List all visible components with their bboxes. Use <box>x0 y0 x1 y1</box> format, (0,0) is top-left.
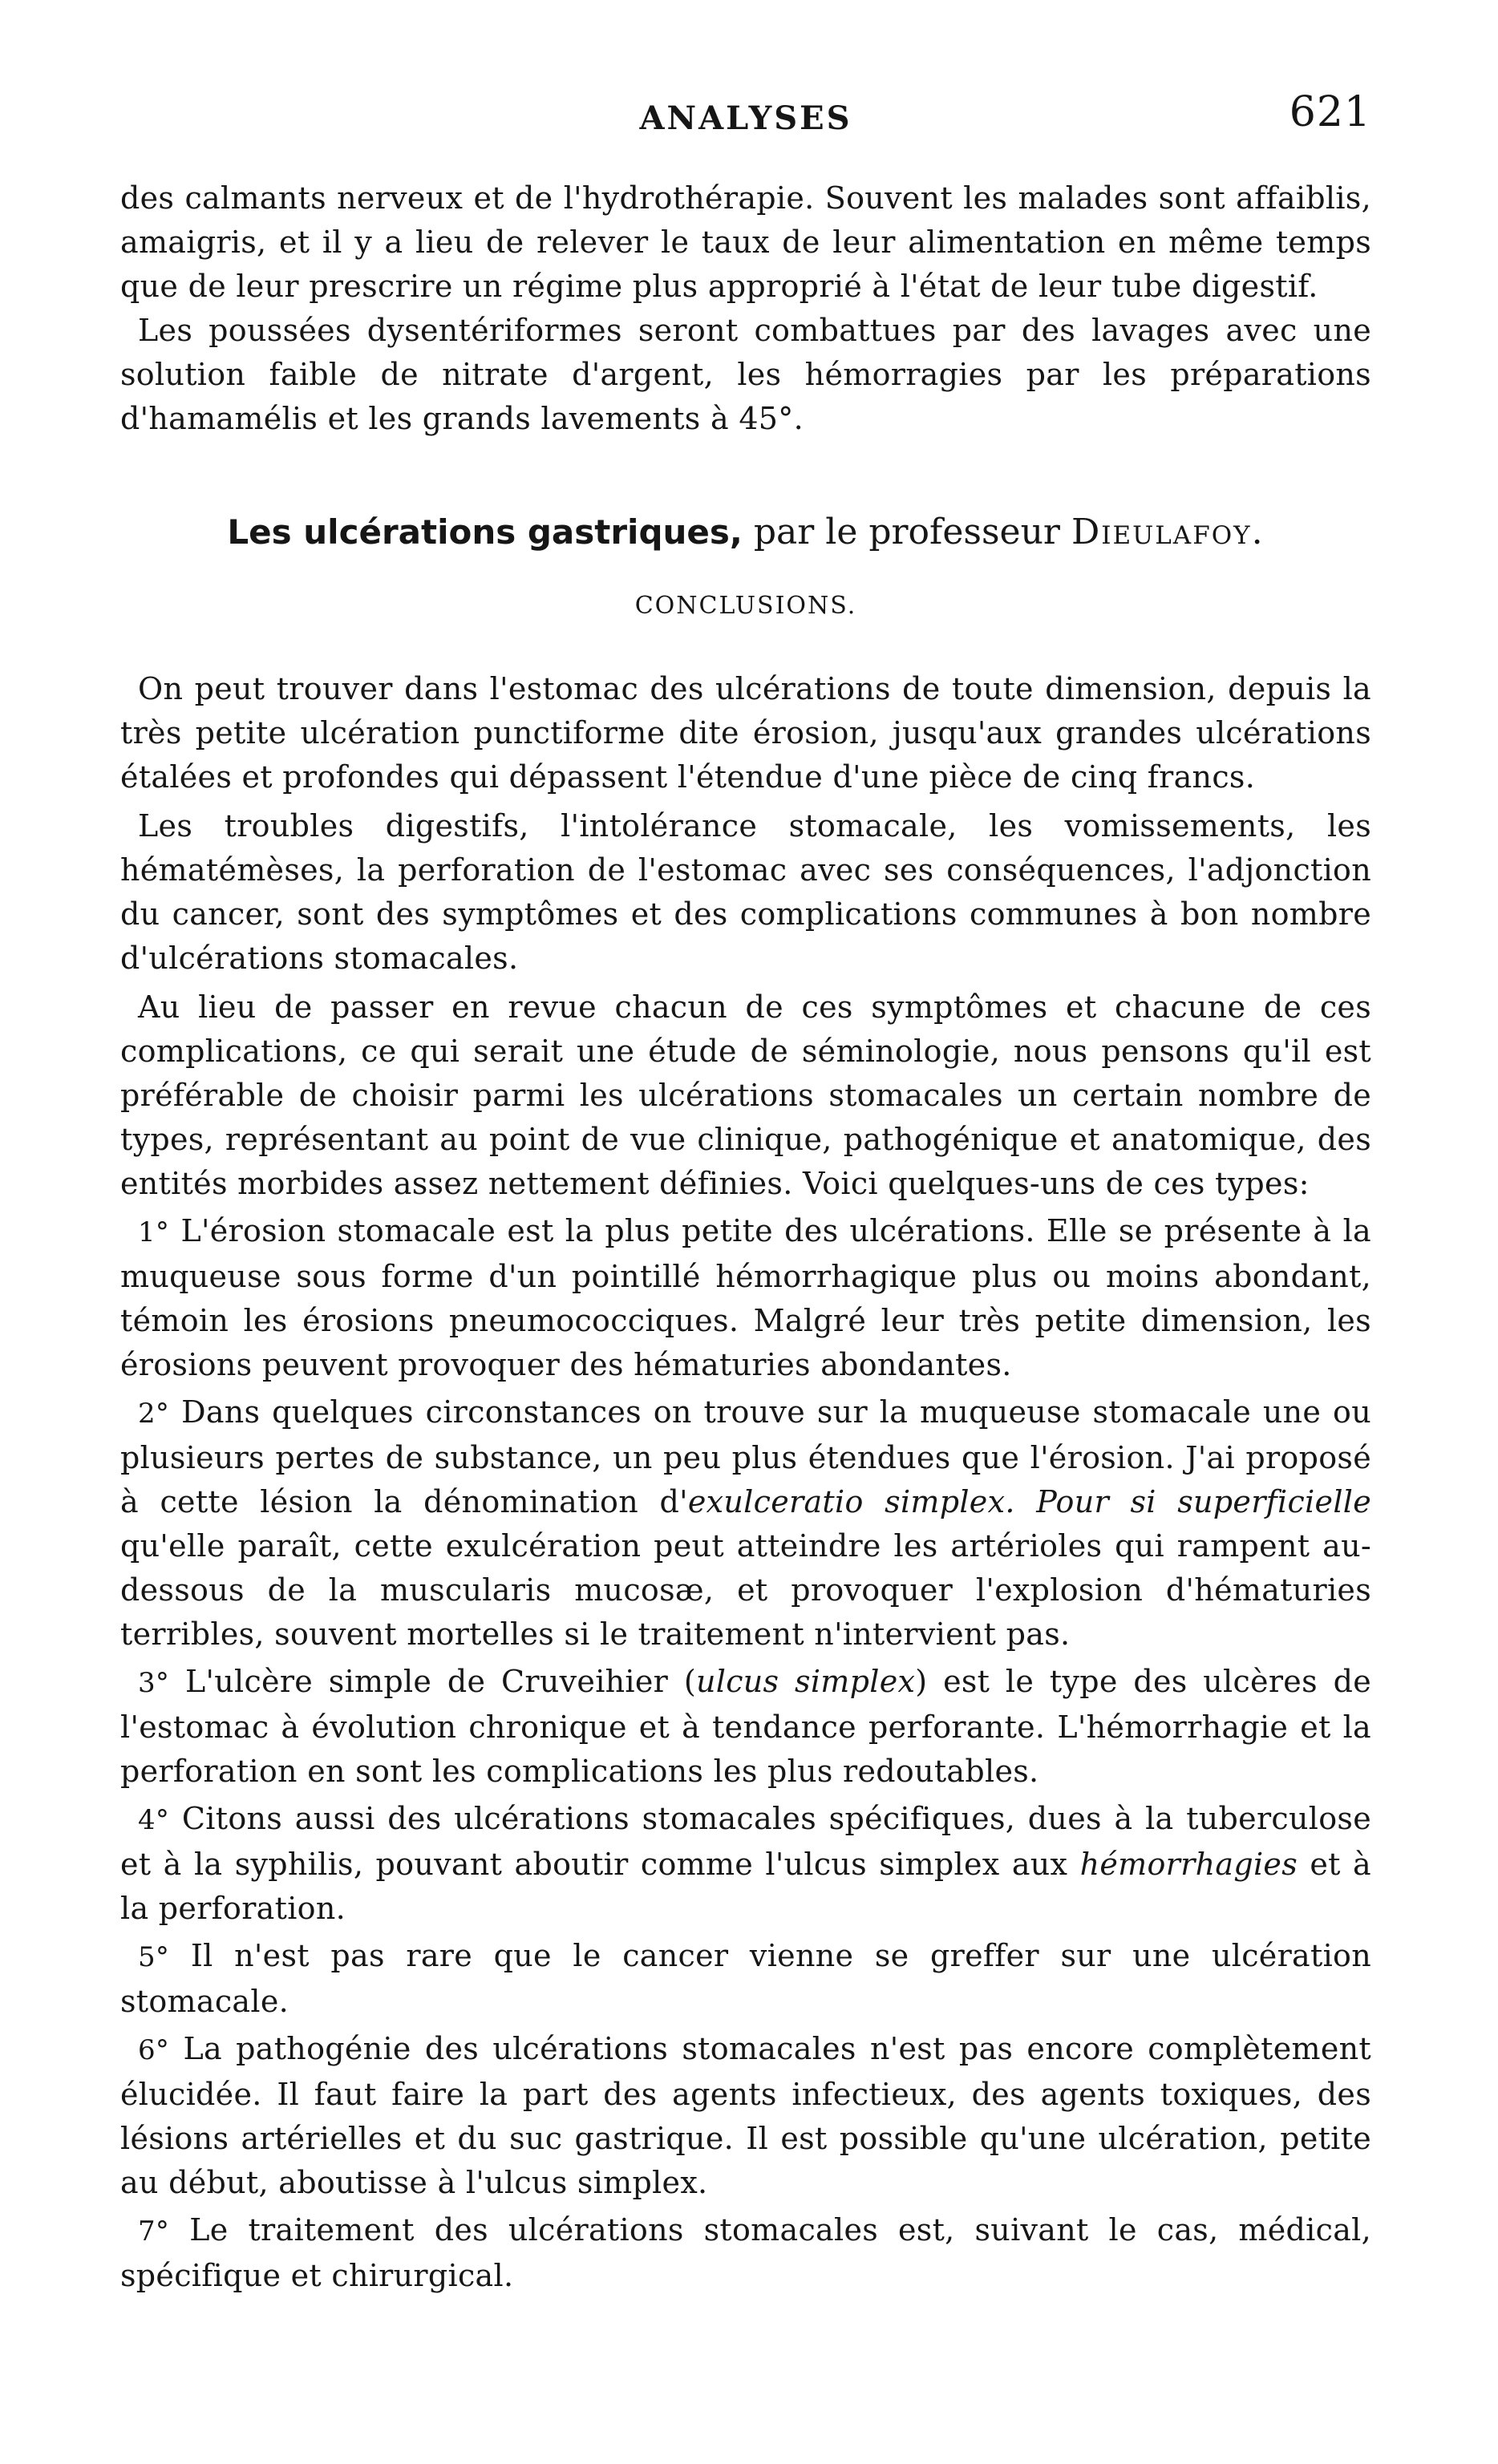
list-item-treatment <box>120 2208 1371 2298</box>
item-number: 4° <box>138 1804 170 1836</box>
article-author: Dieulafoy. <box>1071 512 1265 552</box>
paragraph-continued: des calmants nerveux et de l'hydrothérapie. Souvent les malades sont affaiblis, amaigris, et il y a lieu de relever le taux de leur alimentation en même temps que de leur prescrire un régime plus approprié à l'état de leur tube digestif. <box>120 180 1371 304</box>
list-item-exulceratio <box>120 1390 1371 1657</box>
item-number: 5° <box>138 1941 170 1973</box>
section-heading-conclusions: CONCLUSIONS. <box>634 592 857 620</box>
item-text-italic: exulceratio simplex. Pour si superficielle <box>687 1484 1372 1519</box>
item-text-italic: hémorrhagies <box>1079 1847 1298 1882</box>
paragraph-types-intro: Au lieu de passer en revue chacun de ces symptômes et chacune de ces complications, ce qui serait une étude de séminologie, nous pensons qu'il est préférable de choisir parmi les ulcérations stomacales un certain nombre de types, représentant au point de vue clinique, pathogénique et anatomique, des entités morbides assez nettement définies. Voici quelques-uns de ces types: <box>120 989 1371 1201</box>
list-item-pathogenesis <box>120 2027 1371 2205</box>
list-item-ulcus-simplex <box>120 1660 1371 1794</box>
paragraph-dysentery-treatment: Les poussées dysentériformes seront combattues par des lavages avec une solution faible de nitrate d'argent, les hémorragies par les préparations d'hamamélis et les grands lavements à 45°. <box>120 313 1371 436</box>
running-title: ANALYSES <box>639 99 852 137</box>
article-title <box>120 508 1371 556</box>
item-text-italic: ulcus simplex <box>695 1664 916 1699</box>
item-text: Citons aussi des ulcérations stomacales spécifiques, dues à la tuberculose et à la syphilis, pouvant aboutir comme l'ulcus simplex aux <box>120 1801 1371 1882</box>
article-title-byline: par le professeur <box>742 512 1071 552</box>
article-title-bold: Les ulcérations gastriques, <box>227 512 743 552</box>
list-item-erosion <box>120 1209 1371 1387</box>
item-number: 6° <box>138 2034 170 2066</box>
item-text: La pathogénie des ulcérations stomacales n'est pas encore complètement élucidée. Il faut faire la part des agents infectieux, des agents toxiques, des lésions artérielles et du suc gastrique. Il est possible qu'une ulcération, petite au début, aboutisse à l'ulcus simplex. <box>120 2031 1371 2200</box>
item-text: Il n'est pas rare que le cancer vienne se greffer sur une ulcération stomacale. <box>120 1938 1371 2019</box>
body-text <box>120 176 1371 2298</box>
list-item-cancer <box>120 1934 1371 2024</box>
item-text-continued: et à la perforation. <box>120 1847 1371 1926</box>
running-head <box>120 88 1371 144</box>
item-number: 7° <box>138 2215 170 2248</box>
item-text-continued: qu'elle paraît, cette exulcération peut atteindre les artérioles qui rampent au-dessous de la muscularis mucosæ, et provoquer l'explosion d'hématuries terribles, souvent mortelles si le traitement n'intervient pas. <box>120 1528 1371 1652</box>
item-text: Le traitement des ulcérations stomacales est, suivant le cas, médical, spécifique et chirurgical. <box>120 2212 1371 2293</box>
paragraph-dimensions: On peut trouver dans l'estomac des ulcérations de toute dimension, depuis la très petite ulcération punctiforme dite érosion, jusqu'aux grandes ulcérations étalées et profondes qui dépassent l'étendue d'une pièce de cinq francs. <box>120 671 1371 795</box>
item-text: Dans quelques circonstances on trouve sur la muqueuse stomacale une ou plusieurs pertes de substance, un peu plus étendues que l'érosion. J'ai proposé à cette lésion la dénomination d' <box>120 1394 1371 1519</box>
item-number: 2° <box>138 1398 170 1430</box>
page-number: 621 <box>1289 88 1371 136</box>
item-number: 3° <box>138 1667 170 1699</box>
paragraph-symptoms: Les troubles digestifs, l'intolérance stomacale, les vomissements, les hématémèses, la perforation de l'estomac avec ses conséquences, l'adjonction du cancer, sont des symptômes et des complications communes à bon nombre d'ulcérations stomacales. <box>120 808 1371 976</box>
book-page <box>120 0 1371 2464</box>
item-number: 1° <box>138 1216 170 1248</box>
item-text-continued: ) est le type des ulcères de l'estomac à évolution chronique et à tendance perforante. L'hémorrhagie et la perforation en sont les complications les plus redoutables. <box>120 1664 1371 1789</box>
item-text: L'ulcère simple de Cruveihier ( <box>184 1664 696 1699</box>
item-text: L'érosion stomacale est la plus petite des ulcérations. Elle se présente à la muqueuse sous forme d'un pointillé hémorrhagique plus ou moins abondant, témoin les érosions pneumococciques. Malgré leur très petite dimension, les érosions peuvent provoquer des hématuries abondantes. <box>120 1213 1371 1382</box>
list-item-specific-ulcerations <box>120 1797 1371 1931</box>
